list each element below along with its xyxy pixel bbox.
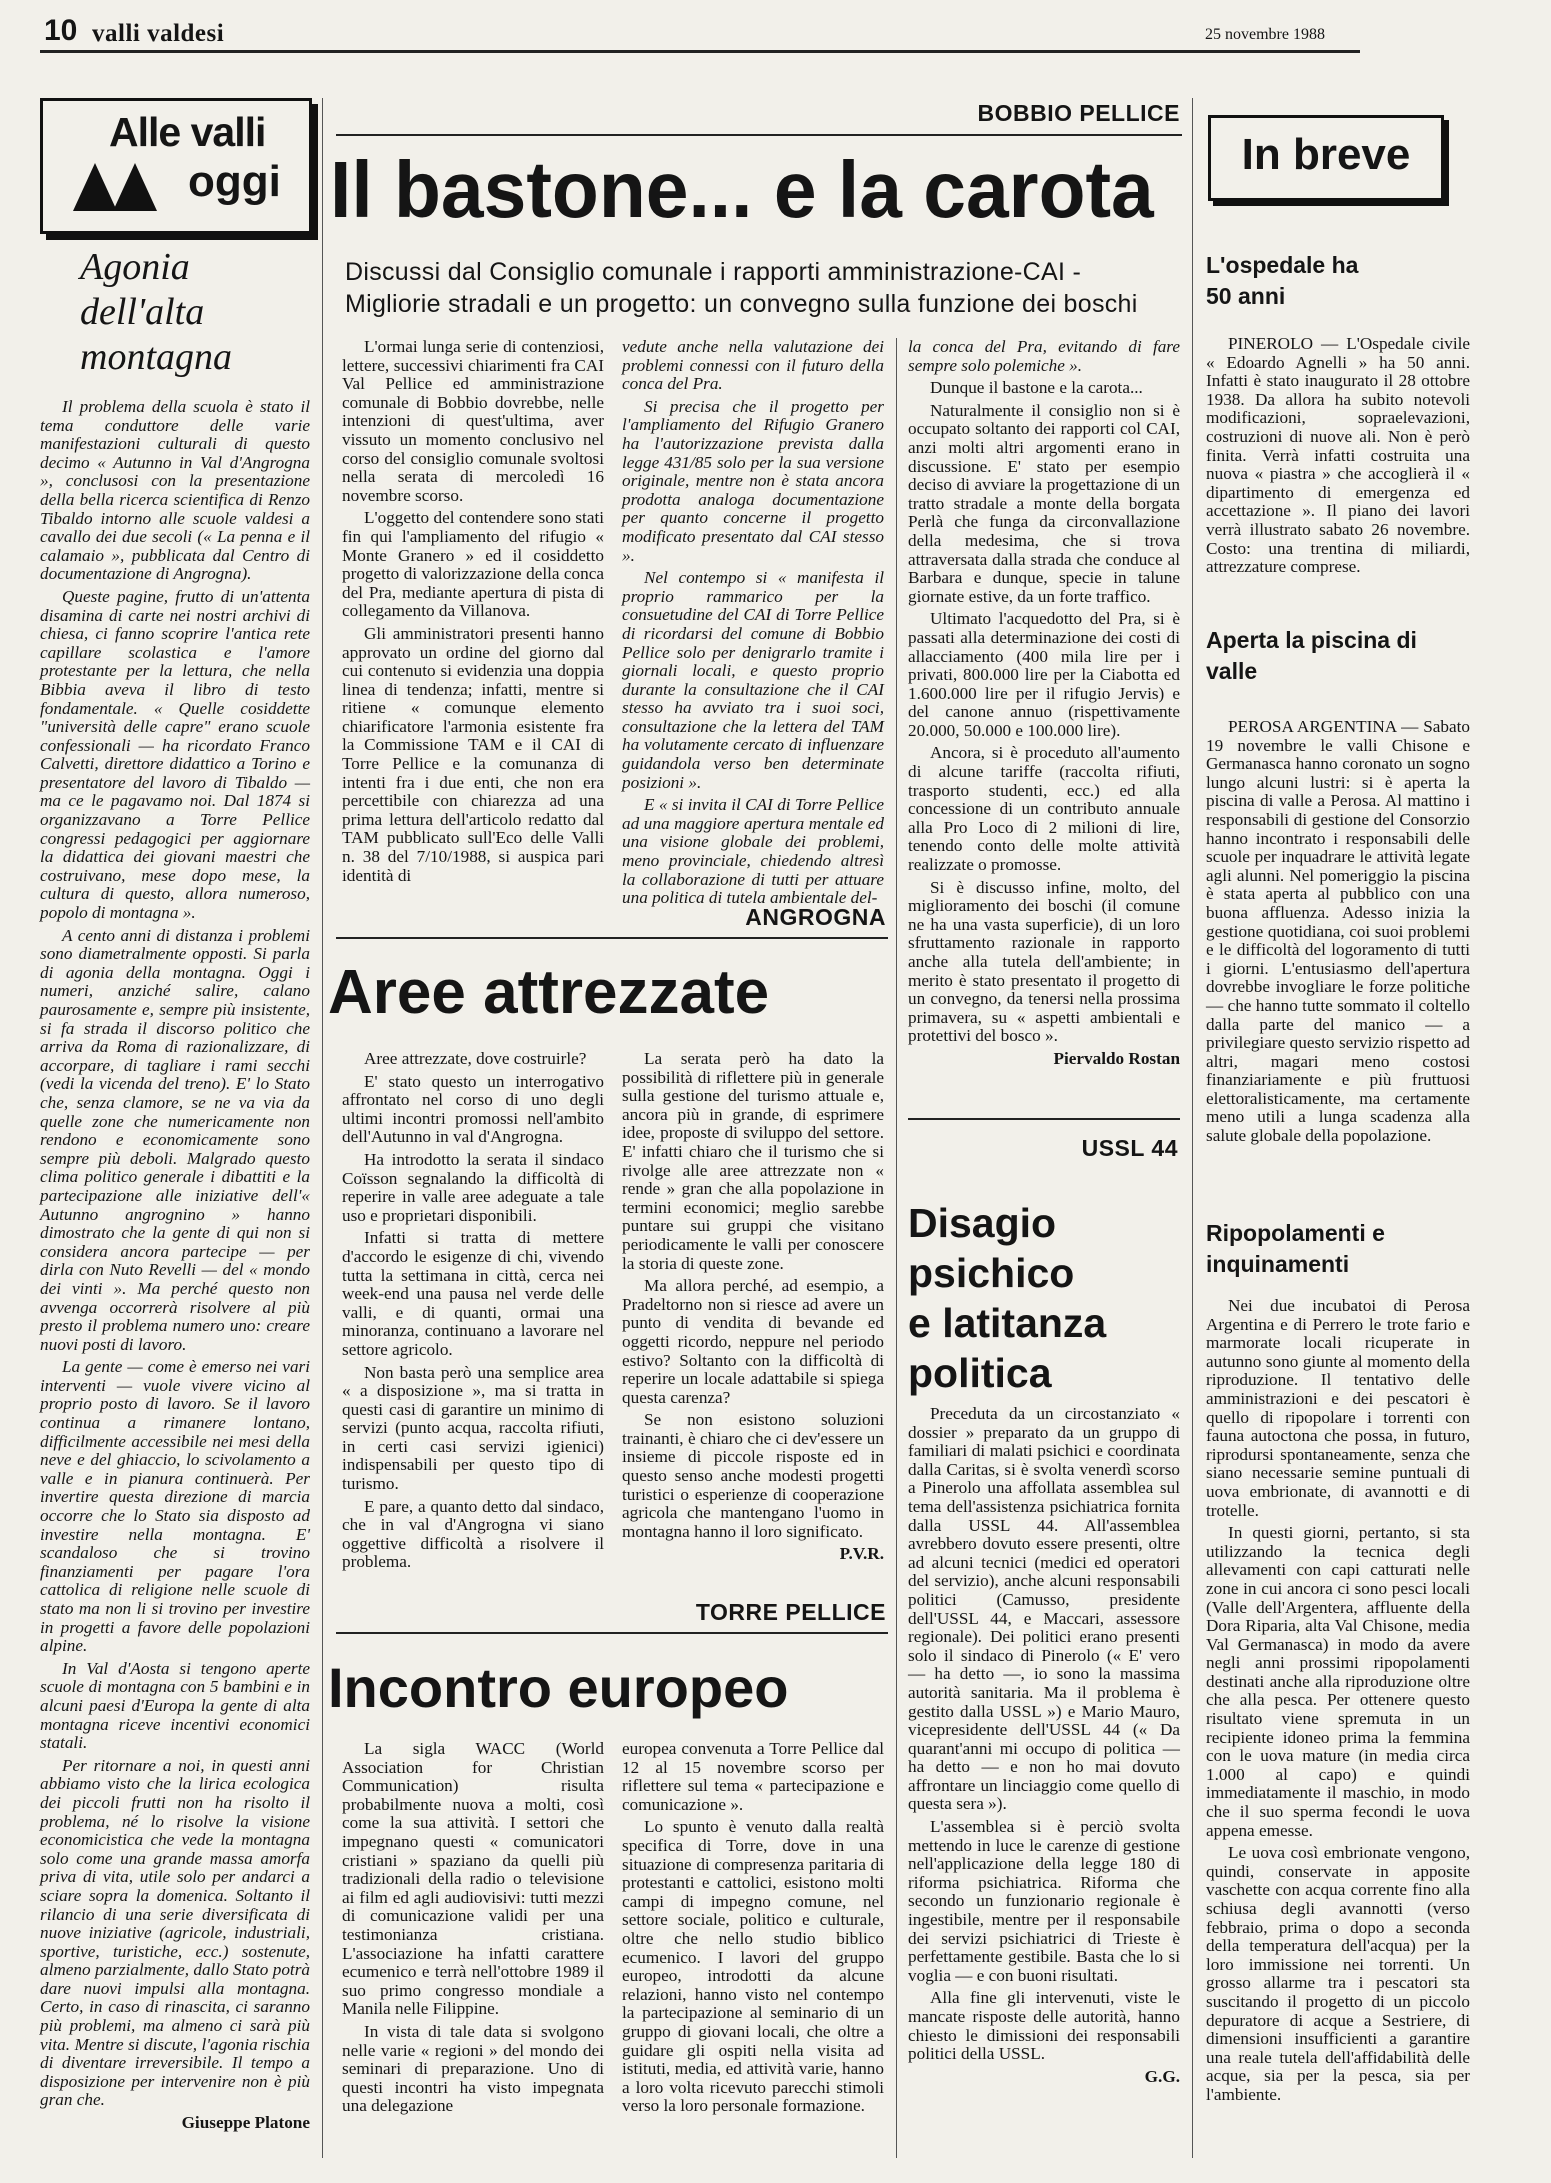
bobbio-kicker: BOBBIO PELLICE — [977, 100, 1180, 126]
piscina-title: Aperta la piscina di valle — [1206, 627, 1417, 684]
agonia-title: Agonia dell'alta montagna — [80, 246, 232, 378]
angrogna-headline: Aree attrezzate — [328, 958, 770, 1027]
agonia-body — [40, 398, 310, 2148]
agonia-paragraph: Queste pagine, frutto di un'attenta disamina di carte nei nostri archivi di chiesa, ci fanno scoprire l'antica rete capillare scolastica e l'amore protestante per la lettura, che nella Bibbia aveva il libro di testo fondamentale. « Quelle cosiddette "università delle capre" erano scuole confessionali — ha ricordato Franco Calvetti, direttore didattico a Torino e presentatore del lavoro di Tibaldo — ma ce le pagavamo noi. Dal 1874 si organizzavano a Torre Pellice congressi pedagogici per aggiornare la didattica dei giovani maestri che costruivano, mese dopo mese, la cultura di questo, allora numeroso, popolo di montagna ». — [40, 586, 310, 923]
agonia-paragraph: Il problema della scuola è stato il tema conduttore delle varie manifestazioni culturali di questo decimo « Autunno in Val d'Angrogna », conclusosi con la presentazione della bella ricerca scientifica di Renzo Tibaldo intorno alle scuole valdesi a cavallo dei due secoli (« La penna e il calamaio », pubblicata dal Centro di documentazione di Angrogna). — [40, 397, 310, 584]
ripopolamenti-title: Ripopolamenti e inquinamenti — [1206, 1220, 1385, 1277]
torre-headline: Incontro europeo — [328, 1656, 789, 1719]
section-box-in-breve — [1208, 115, 1444, 201]
angrogna-paragraph: La serata però ha dato la possibilità di riflettere più in generale sulla gestione del turismo attuale e, ancora più in grande, di esprimere idee, proposte di sviluppo del settore. E' infatti chiaro che il turismo che si rivolge alle aree attrezzate non « rende » gran che alla popolazione in termini economici; meglio sarebbe puntare sui gruppi che visitano periodicamente le valli per conoscere la storia di queste zone. — [622, 1049, 884, 1273]
angrogna-paragraph: Non basta però una semplice area « a disposizione », ma si tratta in questi casi di garantire un minimo di servizi (punto acqua, raccolta rifiuti, in certi casi servizi igienici) indispensabili per questo tipo di turismo. — [342, 1362, 604, 1494]
ripopolamenti-paragraph: Le uova così embrionate vengono, quindi, conservate in apposite vaschette con acqua corrente fino alla schiusa degli avannotti (verso febbraio, prima o dopo a seconda della temperatura dell'acqua) per la loro immissione nei torrenti. Un grosso allarme tra i pescatori sta suscitando il progetto di un piccolo depuratore di acque a Sestriere, di dimensioni insufficienti a garantire una reale tutela dell'affidabilità delle acque, sia per la pesca, sia per l'ambiente. — [1206, 1843, 1470, 2104]
angrogna-kicker: ANGROGNA — [745, 904, 886, 930]
ussl-kicker: USSL 44 — [1081, 1135, 1178, 1161]
bobbio-paragraph: Naturalmente il consiglio non si è occupato soltanto dei rapporti col CAI, anzi molti altri argomenti erano in discussione. E' stato per esempio deciso di avviare la progettazione di un tratto stradale a monte della borgata Perlà che funga da circonvallazione della medesima, che si trova attraversata dalla strada che conduce al Barbara e dunque, specie in talune giornate estive, da un forte traffico. — [908, 400, 1180, 606]
agonia-signature: Giuseppe Platone — [181, 2113, 310, 2133]
bobbio-deck: Discussi dal Consiglio comunale i rapporti amministrazione-CAI - Migliorie stradali e un progetto: un convegno sulla funzione dei boschi — [345, 258, 1138, 318]
agonia-paragraph: A cento anni di distanza i problemi sono diametralmente opposti. Si parla di agonia della montagna. Oggi i numeri, anziché salire, calano paurosamente e, sempre più insistente, si fa strada il discorso politico che arriva da Roma di razionalizzare, di accorpare, di tagliare i rami secchi (vedi la vicenda del treno). E' lo Stato che, senza clamore, se ne va via da quelle zone che numericamente non rendono e economicamente sono sempre più deboli. Malgrado questo clima politico generale i dibattiti e la partecipazione alle iniziative dell'« Autunno angrognino » hanno dimostrato che la gente di qui non si considera ancora partecipe — per dirla con Nuto Revelli — del « mondo dei vinti ». Ma perché questo non avvenga occorrerà risolvere al più presto il problema numero uno: creare nuovi posti di lavoro. — [40, 925, 310, 1354]
column-rule-right — [1192, 98, 1193, 2158]
angrogna-paragraph: Infatti si tratta di mettere d'accordo le esigenze di chi, vivendo tutta la settimana in città, cerca nei week-end una pausa nel verde delle valli, e di quanti, ormai una minoranza, continuano a lavorare nel settore agricolo. — [342, 1228, 604, 1359]
bobbio-paragraph: L'ormai lunga serie di contenziosi, lettere, successivi chiarimenti fra CAI Val Pellice ed amministrazione comunale di Bobbio dovrebbe, nelle intenzioni di quest'ultima, aver vissuto un momento conclusivo nel corso del consiglio comunale svoltosi nella serata di mercoledì 16 novembre scorso. — [342, 337, 604, 505]
agonia-paragraph: La gente — come è emerso nei vari interventi — vuole vivere vicino al proprio posto di lavoro. Se il lavoro continua a rimanere lontano, difficilmente accessibile nei mesi della neve e del ghiaccio, lo scivolamento a valle e in pianura continuerà. Per invertire questa direzione di marcia occorre che lo Stato sia disposto ad investire nella montagna. E' scandaloso che si trovino finanziamenti per pagare l'ora cattolica di religione nelle scuole di stato ma non li si trovino per investire in progetti a favore delle popolazioni alpine. — [40, 1357, 310, 1656]
ussl-headline — [908, 1198, 1180, 1398]
agonia-paragraph: Per ritornare a noi, in questi anni abbiamo visto che la lirica ecologica dei piccoli frutti non ha risolto il problema, né lo risolve la visione economicistica che vede la montagna solo come una grande massa amorfa priva di vita, utile solo per andarci a sciare sopra la domenica. Soltanto il rilancio di una serie diversificata di nuove iniziative (agricole, industriali, sportive, turistiche, ecc.) sostenute, almeno parzialmente, dallo Stato potrà dare nuovi impulsi alla montagna. Certo, in caso di rinascita, ci saranno più problemi, ma almeno ci sarà più vita. Mentre si discute, l'agonia rischia di diventare irreversibile. Il tempo a disposizione per intervenire non è più gran che. — [40, 1755, 310, 2110]
bobbio-paragraph: Si precisa che il progetto per l'ampliamento del Rifugio Granero ha l'autorizzazione prevista dalla legge 431/85 solo per la sua versione originale, mentre non è stata ancora prodotta analoga documentazione per quanto concerne il progetto modificato presentato dal CAI stesso ». — [622, 396, 884, 565]
ussl-paragraph: Alla fine gli intervenuti, viste le mancate risposte delle autorità, hanno chiesto le dimissioni dei responsabili politici della USSL. — [908, 1988, 1180, 2064]
bobbio-paragraph: vedute anche nella valutazione dei problemi connessi con il futuro della conca del Pra. — [622, 337, 884, 394]
bobbio-paragraph: Ultimato l'acquedotto del Pra, si è passati alla determinazione dei costi di allacciamento (400 mila lire per i privati, 800.000 lire per la Ciabotta ed 1.600.000 lire per il rifugio Jervis) e del canone annuo (rispettivamente 20.000, 50.000 e 100.000 lire). — [908, 609, 1180, 740]
box-title-line2: oggi — [188, 157, 281, 206]
ussl-body — [908, 1405, 1180, 2155]
issue-date: 25 novembre 1988 — [1205, 26, 1325, 43]
box-title-in-breve: In breve — [1241, 130, 1411, 179]
bobbio-paragraph: Gli amministratori presenti hanno approvato un ordine del giorno dal cui contenuto si evidenzia una doppia linea di tendenza; infatti, mentre si ritiene « comunque elemento chiarificatore l'armonia esistente fra la Commissione TAM e il CAI di Torre Pellice e la comunanza di intenti fra i due enti, che non era percettibile con chiarezza ad una prima lettura dell'articolo redatto dal TAM pubblicato sull'Eco delle Valli n. 38 del 7/10/1988, si auspica pari identità di — [342, 623, 604, 885]
ussl-headline-line: Disagio — [908, 1200, 1057, 1246]
bobbio-signature: Piervaldo Rostan — [1053, 1048, 1180, 1068]
torre-kicker: TORRE PELLICE — [695, 1599, 886, 1625]
ospedale-body — [1206, 335, 1470, 615]
ripopolamenti-body — [1206, 1297, 1470, 2157]
agonia-paragraph: In Val d'Aosta si tengono aperte scuole di montagna con 5 bambini e in alcuni paesi d'Europa la gente di alta montagna riceve incentivi economici statali. — [40, 1658, 310, 1753]
bobbio-paragraph: E « si invita il CAI di Torre Pellice ad una maggiore apertura mentale ed una visione globale dei problemi, meno provinciale, chiedendo altresì la collaborazione di tutti per attuare una politica di tutela ambientale del- — [622, 795, 884, 908]
angrogna-paragraph: Se non esistono soluzioni trainanti, è chiaro che ci dev'essere un insieme di piccole risposte ed in questo senso anche modesti progetti turistici o esperienze di cooperazione agricola che mantengano l'uomo in montagna hanno il loro significato. — [622, 1410, 884, 1541]
mountains-icon — [73, 161, 161, 211]
angrogna-paragraph: Aree attrezzate, dove costruirle? — [364, 1049, 587, 1068]
ussl-headline-line: politica — [908, 1350, 1052, 1396]
piscina-text: PEROSA ARGENTINA — Sabato 19 novembre le valli Chisone e Germanasca hanno coronato un sogno lungo alcuni lustri: si è aperta la piscina di valle a Perosa. Al mattino i responsabili di gestione del Consorzio hanno incontrato i responsabili delle scuole per inquadrare le attività legate agli alunni. Nel pomeriggio la piscina è stata aperta al pubblico con una buona affluenza. Adesso inizia la gestione quotidiana, coi suoi problemi e le difficoltà del logoramento di tutti i giorni. L'entusiasmo dell'apertura dovrebbe invogliare le forze politiche — che hanno tutte sommato il coltello dalla parte del manico — a privilegiare questo servizio rispetto ad altri, magari meno costosi finanziariamente e più fruttuosi elettoralisticamente, ma certamente meno utili a lunga scadenza alla salute globale della popolazione. — [1206, 717, 1470, 1146]
bobbio-col-3 — [908, 337, 1180, 1068]
angrogna-col-2 — [622, 1049, 884, 1564]
torre-col-1 — [342, 1740, 604, 2160]
angrogna-paragraph: Ma allora perché, ad esempio, a Pradeltorno non si riesce ad avere un punto di vendita di bevande ed oggetti ricordo, neppure nel periodo estivo? Soltanto con la difficoltà di reperire un locale adattabile si spiega questa carenza? — [622, 1276, 884, 1407]
torre-paragraph: In vista di tale data si svolgono nelle varie « regioni » del mondo dei seminari di preparazione. Uno di questi incontri ha visto impegnata una delegazione — [342, 2021, 604, 2116]
bobbio-paragraph: Si è discusso infine, molto, del miglioramento dei boschi (il comune ne ha una vasta superficie), di un loro sfruttamento razionale in rapporto anche alla tutela dell'ambiente; in merito è stato presentato il progetto di un convegno, da tenersi nella prossima primavera, su « aspetti ambientali e protettivi del bosco ». — [908, 877, 1180, 1046]
bobbio-headline: Il bastone... e la carota — [330, 145, 1154, 234]
publication-name: valli valdesi — [92, 20, 225, 47]
bobbio-col-2 — [622, 337, 884, 908]
bobbio-paragraph: L'oggetto del contendere sono stati fin qui l'ampliamento del rifugio « Monte Granero » ed il cosiddetto progetto di valorizzazione della conca del Pra, mediante apertura di pista di collegamento da Villanova. — [342, 508, 604, 621]
bobbio-paragraph: Nel contempo si « manifesta il proprio rammarico per la consuetudine del CAI di Torre Pellice di ricordarsi del comune di Bobbio Pellice solo per denigrarlo tramite i giornali locali, e questo proprio durante la consultazione che il CAI stesso ha avviato tra i suoi soci, consultazione che la lettera del TAM ha volutamente cercato di influenzare guidandola verso ben determinate posizioni ». — [622, 568, 884, 792]
bobbio-paragraph: Dunque il bastone e la carota... — [930, 378, 1143, 398]
ussl-paragraph: Preceduta da un circostanziato « dossier » preparato da un gruppo di familiari di malati psichici e coordinata dalla Caritas, si è svolta venerdì scorso a Pinerolo una affollata assemblea sul tema dell'assistenza psichiatrica fornita dalla USSL 44. All'assemblea avrebbero dovuto essere presenti, oltre ad alcuni tecnici (medici ed operatori del servizio), anche alcuni responsabili politici (Camusso, presidente dell'USSL 44, e Maccari, assessore regionale). Dei politici erano presenti solo il sindaco di Pinerolo (« E' vero — ha detto —, io sono la massima autorità sanitaria. Ma il problema è gestito dalla USSL ») e Mario Mauro, vicepresidente dell'USSL 44 (« Da quarant'anni mi occupo di politica — ha detto — e non ho mai dovuto affrontare un linciaggio come quello di questa sera »). — [908, 1404, 1180, 1814]
angrogna-signature: P.V.R. — [839, 1544, 884, 1564]
header-rule — [40, 50, 1360, 53]
ussl-signature: G.G. — [1144, 2066, 1180, 2086]
section-box-alle-valli — [40, 98, 312, 234]
ussl-headline-line: e latitanza — [908, 1300, 1107, 1346]
torre-paragraph: Lo spunto è venuto dalla realtà specifica di Torre, dove in una situazione di compresenza paritaria di protestanti e cattolici, esistono molti campi di impegno comune, nel settore sociale, politico e culturale, oltre che nello studio biblico ecumenico. I lavori del gruppo europeo, introdotti da alcune relazioni, hanno visto nel contempo la partecipazione al seminario di un gruppo di giovani locali, che oltre a guidare gli ospiti nella visita ad istituti, media, ed attività varie, hanno a loro volta ricevuto parecchi stimoli verso la loro personale formazione. — [622, 1817, 884, 2116]
bobbio-rule — [336, 134, 1182, 136]
ospedale-text: PINEROLO — L'Ospedale civile « Edoardo Agnelli » ha 50 anni. Infatti è stato inaugurato il 28 ottobre 1938. Da allora ha subito notevoli modificazioni, sopraelevazioni, costruzioni di nuove ali. Non è però finita. Verrà infatti costruita una nuova « piastra » che accoglierà il « dipartimento di emergenza ed accettazione ». Il piano dei lavori verrà illustrato sabato 26 novembre. Costo: una trentina di miliardi, attrezzature comprese. — [1206, 334, 1470, 577]
angrogna-col-1 — [342, 1049, 604, 1572]
column-rule-center — [896, 338, 897, 2158]
torre-paragraph: La sigla WACC (World Association for Christian Communication) risulta probabilmente nuova a molti, così come la sua attività. I settori che impegnano questi « comunicatori cristiani » spaziano da quelli più tradizionali della radio o televisione ai film ed agli audiovisivi: tutti mezzi di comunicazione validi per una testimonianza cristiana. L'associazione ha infatti carattere ecumenico e terrà nell'ottobre 1989 il suo primo congresso mondiale a Manila nelle Filippine. — [342, 1739, 604, 2019]
page-header — [30, 14, 1360, 54]
ussl-headline-line: psichico — [908, 1250, 1075, 1296]
ripopolamenti-paragraph: In questi giorni, pertanto, si sta utilizzando la tecnica degli allevamenti con capi catturati nelle zone in cui ancora ci sono pesci locali (Valle dell'Argentera, affluente della Dora Riparia, alta Val Chisone, media Val Germanasca) in modo da avere negli anni prossimi ripopolamenti destinati anche alla riproduzione oltre che alla pesca. Per ottenere questo risultato viene spremuta in un recipiente idoneo prima la femmina con le uova mature (in media circa 1.000 al capo) e quindi immediatamente il maschio, in modo che il suo sperma fecondi le uova appena emesse. — [1206, 1523, 1470, 1840]
torre-rule — [336, 1632, 888, 1634]
ussl-rule — [908, 1118, 1180, 1120]
angrogna-rule — [336, 937, 888, 939]
bobbio-paragraph: Ancora, si è proceduto all'aumento di alcune tariffe (raccolta rifiuti, trasporto studenti, ecc.) ed alla concessione di un contributo annuale alla Pro Loco di 2 milioni di lire, tenendo conto delle molte attività realizzate o promosse. — [908, 743, 1180, 875]
box-title-line1: Alle valli — [109, 109, 266, 155]
page-number: 10 — [44, 14, 78, 47]
torre-col-2 — [622, 1740, 884, 2160]
column-rule-left — [322, 98, 323, 2158]
angrogna-paragraph: E' stato questo un interrogativo affrontato nel corso di uno degli ultimi incontri promossi nell'ambito dell'Autunno in val d'Angrogna. — [342, 1071, 604, 1147]
angrogna-paragraph: Ha introdotto la serata il sindaco Coïsson segnalando la difficoltà di reperire in valle aree adeguate a tale uso e proprietari disponibili. — [342, 1149, 604, 1225]
torre-paragraph: europea convenuta a Torre Pellice dal 12 al 15 novembre scorso per riflettere sul tema « partecipazione e comunicazione ». — [622, 1739, 884, 1814]
ripopolamenti-paragraph: Nei due incubatoi di Perosa Argentina e di Perrero le trote fario e marmorate locali ricuperate in autunno sono giunte al momento della riproduzione. Il tentativo delle amministrazioni e dei pescatori è quello di ripopolare i torrenti con fauna autoctona che possa, in futuro, riprodursi spontaneamente, senza che siano necessarie semine puntuali di uova embrionate, di avannotti e di trotelle. — [1206, 1296, 1470, 1520]
ussl-paragraph: L'assemblea si è perciò svolta mettendo in luce le carenze di gestione nell'applicazione della legge 180 di riforma psichiatrica. Riforma che secondo un funzionario regionale è ingestibile, mentre per il responsabile dei servizi psichiatrici di Trieste è perfettamente gestibile. Basta che lo si voglia — e con buoni risultati. — [908, 1817, 1180, 1985]
angrogna-paragraph: E pare, a quanto detto dal sindaco, che in val d'Angrogna vi siano oggettive difficoltà a risolvere il problema. — [342, 1496, 604, 1572]
ospedale-title: L'ospedale ha 50 anni — [1206, 252, 1359, 309]
bobbio-paragraph: la conca del Pra, evitando di fare sempre solo polemiche ». — [908, 337, 1180, 375]
bobbio-col-1 — [342, 337, 604, 885]
piscina-body — [1206, 718, 1470, 1208]
